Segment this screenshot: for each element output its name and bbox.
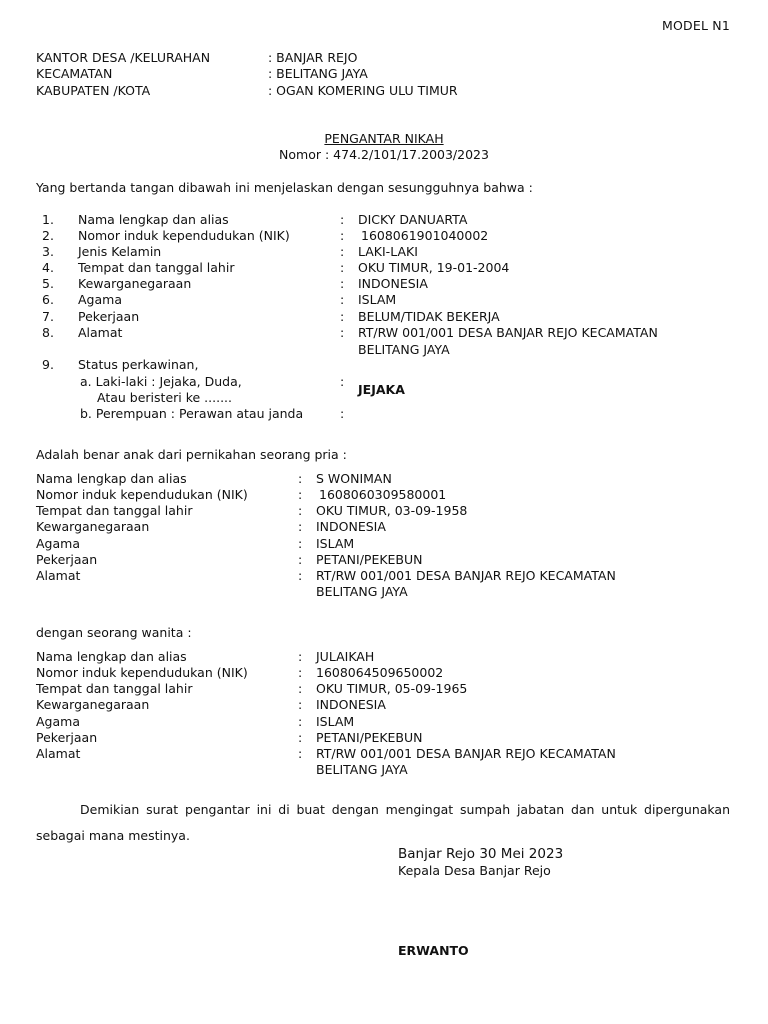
row-colon: : (340, 228, 345, 243)
signer-position: Kepala Desa Banjar Rejo (398, 863, 551, 878)
row-value: LAKI-LAKI (358, 244, 418, 259)
row-number: 2. (42, 228, 54, 243)
row-colon: : (298, 697, 303, 712)
row-number: 3. (42, 244, 54, 259)
row-colon: : (298, 503, 303, 518)
row-label: Alamat (78, 325, 123, 340)
row-label: Alamat (36, 746, 81, 761)
row-label: Pekerjaan (36, 552, 98, 567)
row-value: ISLAM (316, 714, 355, 729)
row-label: Kewarganegaraan (36, 519, 150, 534)
row-colon: : (298, 552, 303, 567)
row-colon: : (340, 406, 345, 421)
status-value: JEJAKA (358, 382, 405, 397)
row-value: 1608061901040002 (361, 228, 489, 243)
row-colon: : (340, 260, 345, 275)
header-label-regency: KABUPATEN /KOTA (36, 83, 151, 98)
row-label: Tempat dan tanggal lahir (36, 681, 193, 696)
row-colon: : (340, 292, 345, 307)
header-value-office: : BANJAR REJO (268, 50, 358, 65)
row-label: Pekerjaan (78, 309, 140, 324)
row-value: RT/RW 001/001 DESA BANJAR REJO KECAMATAN (316, 746, 616, 761)
row-label: Agama (36, 536, 80, 551)
row-value-continued: BELITANG JAYA (316, 762, 408, 777)
row-value: OKU TIMUR, 05-09-1965 (316, 681, 468, 696)
row-colon: : (340, 325, 345, 340)
row-colon: : (340, 309, 345, 324)
signer-name: ERWANTO (398, 943, 469, 958)
row-colon: : (298, 730, 303, 745)
row-number: 5. (42, 276, 54, 291)
row-label: Nomor induk kependudukan (NIK) (36, 665, 248, 680)
place-date: Banjar Rejo 30 Mei 2023 (398, 846, 564, 862)
row-label: Alamat (36, 568, 81, 583)
row-value: 1608060309580001 (319, 487, 447, 502)
row-colon: : (298, 746, 303, 761)
row-label: Nama lengkap dan alias (36, 471, 187, 486)
row-value-continued: BELITANG JAYA (358, 342, 450, 357)
header-label-office: KANTOR DESA /KELURAHAN (36, 50, 211, 65)
row-colon: : (298, 649, 303, 664)
row-colon: : (298, 665, 303, 680)
father-intro: Adalah benar anak dari pernikahan seorang pria : (36, 447, 347, 462)
row-value: BELUM/TIDAK BEKERJA (358, 309, 500, 324)
row-number: 1. (42, 212, 54, 227)
row-label: Tempat dan tanggal lahir (78, 260, 235, 275)
row-colon: : (298, 714, 303, 729)
closing-paragraph (36, 797, 730, 849)
closing-text: Demikian surat pengantar ini di buat dengan mengingat sumpah jabatan dan untuk dipergunakan sebagai mana mestinya. (36, 802, 730, 843)
row-colon: : (298, 487, 303, 502)
row-number: 6. (42, 292, 54, 307)
document-number: Nomor : 474.2/101/17.2003/2023 (279, 147, 489, 162)
row-number: 9. (42, 357, 54, 372)
row-colon: : (298, 471, 303, 486)
row-number: 4. (42, 260, 54, 275)
row-number: 7. (42, 309, 54, 324)
row-value-continued: BELITANG JAYA (316, 584, 408, 599)
header-value-regency: : OGAN KOMERING ULU TIMUR (268, 83, 458, 98)
row-value: PETANI/PEKEBUN (316, 552, 423, 567)
row-value: RT/RW 001/001 DESA BANJAR REJO KECAMATAN (358, 325, 658, 340)
header-label-district: KECAMATAN (36, 66, 113, 81)
row-label: Kewarganegaraan (36, 697, 150, 712)
row-value: INDONESIA (316, 697, 386, 712)
row-colon: : (298, 519, 303, 534)
row-label: Kewarganegaraan (78, 276, 192, 291)
row-number: 8. (42, 325, 54, 340)
status-option-male: a. Laki-laki : Jejaka, Duda, (80, 374, 242, 389)
row-colon: : (340, 374, 345, 389)
row-colon: : (340, 276, 345, 291)
row-value: ISLAM (316, 536, 355, 551)
row-value: 1608064509650002 (316, 665, 444, 680)
row-value: RT/RW 001/001 DESA BANJAR REJO KECAMATAN (316, 568, 616, 583)
row-label: Nomor induk kependudukan (NIK) (78, 228, 290, 243)
row-value: PETANI/PEKEBUN (316, 730, 423, 745)
row-colon: : (298, 568, 303, 583)
row-colon: : (298, 681, 303, 696)
row-label: Agama (36, 714, 80, 729)
row-value: INDONESIA (358, 276, 428, 291)
row-label: Nomor induk kependudukan (NIK) (36, 487, 248, 502)
row-label: Pekerjaan (36, 730, 98, 745)
row-colon: : (298, 536, 303, 551)
row-value: OKU TIMUR, 03-09-1958 (316, 503, 468, 518)
row-value: JULAIKAH (316, 649, 375, 664)
row-label: Jenis Kelamin (78, 244, 162, 259)
model-code: MODEL N1 (662, 18, 730, 33)
row-label: Nama lengkap dan alias (36, 649, 187, 664)
row-value: DICKY DANUARTA (358, 212, 468, 227)
row-colon: : (340, 244, 345, 259)
row-colon: : (340, 212, 345, 227)
status-option-female: b. Perempuan : Perawan atau janda (80, 406, 304, 421)
row-label: Tempat dan tanggal lahir (36, 503, 193, 518)
row-value: OKU TIMUR, 19-01-2004 (358, 260, 510, 275)
header-value-district: : BELITANG JAYA (268, 66, 368, 81)
row-label: Nama lengkap dan alias (78, 212, 229, 227)
intro-text: Yang bertanda tangan dibawah ini menjelaskan dengan sesungguhnya bahwa : (36, 180, 533, 195)
row-value: INDONESIA (316, 519, 386, 534)
mother-intro: dengan seorang wanita : (36, 625, 192, 640)
row-value: ISLAM (358, 292, 397, 307)
row-label: Agama (78, 292, 122, 307)
row-value: S WONIMAN (316, 471, 392, 486)
status-label: Status perkawinan, (78, 357, 199, 372)
document-title: PENGANTAR NIKAH (324, 131, 444, 146)
status-option-male-note: Atau beristeri ke ....... (97, 390, 232, 405)
